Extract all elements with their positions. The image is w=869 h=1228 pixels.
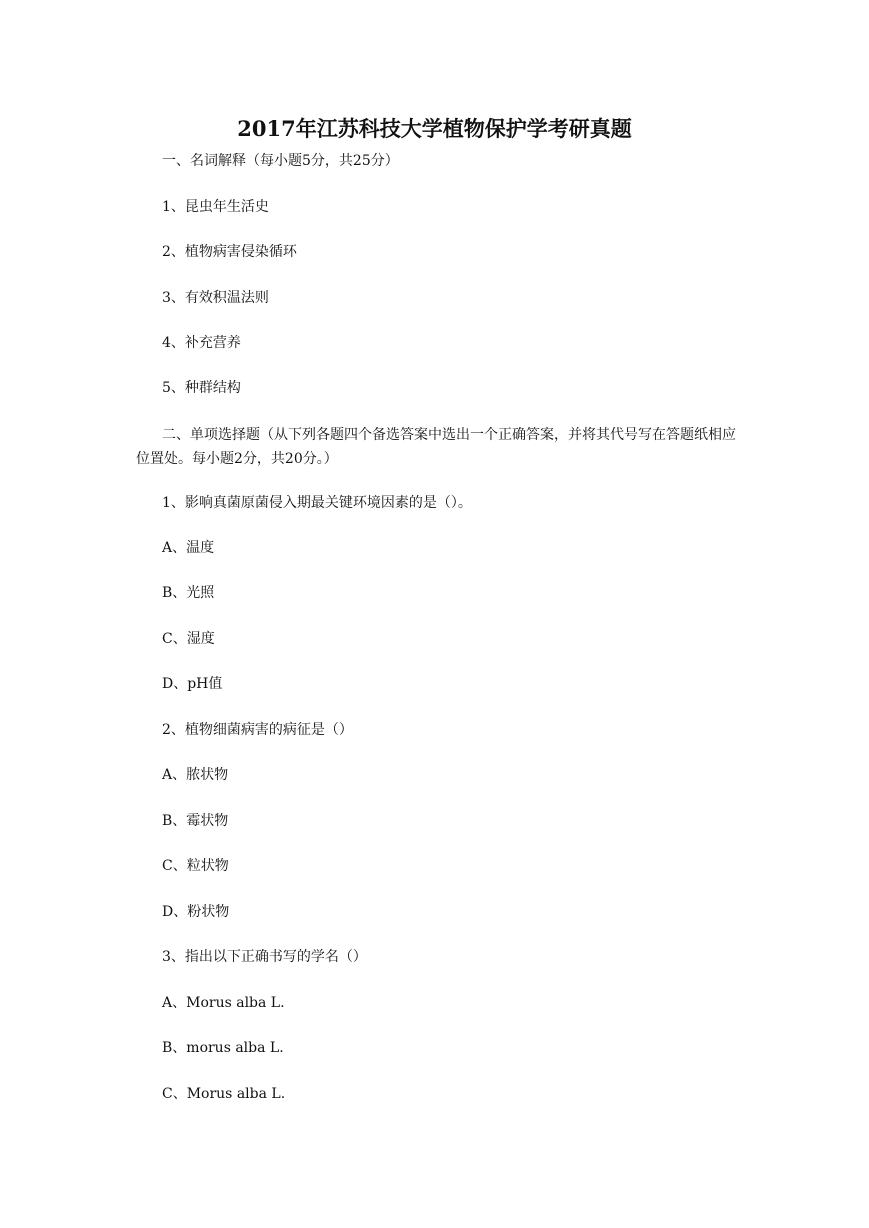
- question-2-option-b: B、霉状物: [162, 813, 229, 829]
- term-item-3: 3、有效积温法则: [162, 290, 269, 306]
- question-2-option-a: A、脓状物: [162, 767, 229, 783]
- section-1-heading: 一、名词解释（每小题5分，共25分）: [162, 153, 399, 169]
- question-2-option-d: D、粉状物: [162, 904, 230, 920]
- question-1-option-d: D、pH值: [162, 676, 223, 692]
- section-2-heading: 二、单项选择题（从下列各题四个备选答案中选出一个正确答案，并将其代号写在答题纸相应位置处。每小题2分，共20分。）: [136, 427, 736, 467]
- question-1-option-b: B、光照: [162, 585, 215, 601]
- term-item-4: 4、补充营养: [162, 335, 241, 351]
- term-item-2: 2、植物病害侵染循环: [162, 244, 297, 260]
- question-3-option-a: A、Morus alba L.: [162, 995, 285, 1011]
- question-1-option-a: A、温度: [162, 540, 215, 556]
- question-1-stem: 1、影响真菌原菌侵入期最关键环境因素的是（）。: [162, 495, 472, 511]
- term-item-1: 1、昆虫年生活史: [162, 199, 269, 215]
- question-3-option-c: C、Morus alba L.: [162, 1086, 286, 1102]
- question-2-option-c: C、粒状物: [162, 858, 229, 874]
- question-1-option-c: C、湿度: [162, 631, 215, 647]
- term-item-5: 5、种群结构: [162, 380, 241, 396]
- page-title: 2017年江苏科技大学植物保护学考研真题: [237, 116, 632, 141]
- question-2-stem: 2、植物细菌病害的病征是（）: [162, 722, 353, 738]
- question-3-stem: 3、指出以下正确书写的学名（）: [162, 949, 367, 965]
- question-3-option-b: B、morus alba L.: [162, 1040, 284, 1056]
